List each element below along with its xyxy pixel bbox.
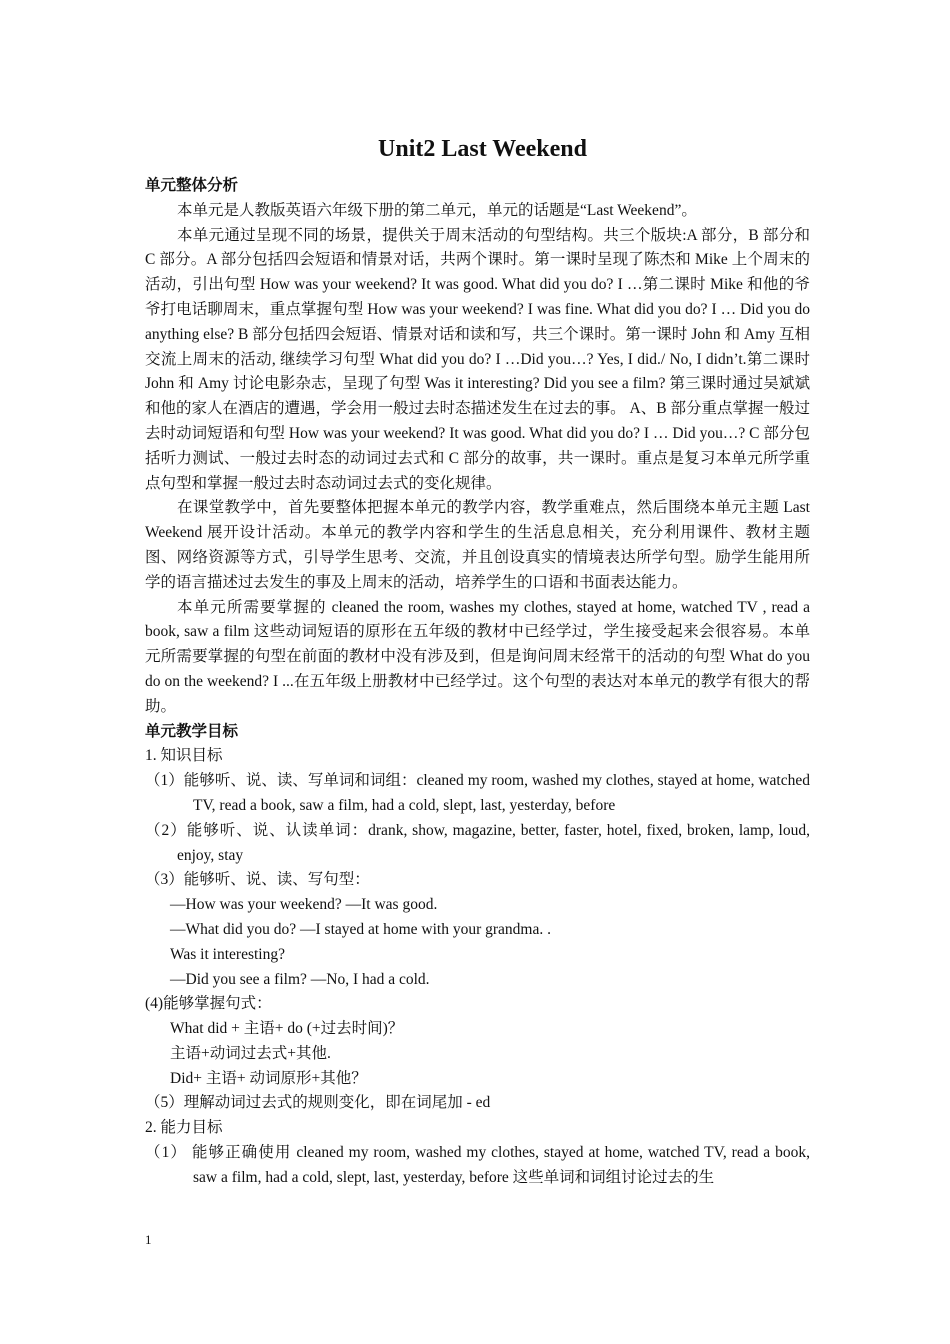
objective-item: （1）能够听、说、读、写单词和词组：cleaned my room, washed my clothes, stayed at home, watched TV, read a book, saw a film, had a cold, slept, last, yesterday, before	[145, 772, 810, 814]
paragraph: 在课堂教学中，首先要整体把握本单元的教学内容，教学重难点，然后围绕本单元主题 Last Weekend 展开设计活动。本单元的教学内容和学生的生活息息相关，充分利用课件、教材主题图、网络资源等方式，引导学生思考、交流，并且创设真实的情境表达所学句型。励学生能用所学的语言描述过去发生的事及上周末的活动，培养学生的口语和书面表达能力。	[145, 499, 810, 591]
sentence-pattern: 主语+动词过去式+其他.	[170, 1044, 331, 1062]
dialogue-line: —Did you see a film? —No, I had a cold.	[170, 970, 430, 988]
paragraph: 本单元所需要掌握的 cleaned the room, washes my clothes, stayed at home, watched TV , read a book, saw a film 这些动词短语的原形在五年级的教材中已经学过，学生接受起来会很容易。本单元所需要掌握的句型在前面的教材中没有涉及到，但是询问周末经常干的活动的句型 What do you do on the weekend? I ...在五年级上册教材中已经学过。这个句型的表达对本单元的教学有很大的帮助。	[145, 598, 810, 715]
ability-objectives-label: 2. 能力目标	[145, 1119, 223, 1137]
section-heading-analysis: 单元整体分析	[145, 177, 239, 194]
objective-item: （1） 能够正确使用 cleaned my room, washed my clothes, stayed at home, watched TV, read a book, saw a film, had a cold, slept, last, yesterday, before 这些单词和词组讨论过去的生	[145, 1144, 810, 1186]
paragraph: 本单元通过呈现不同的场景，提供关于周末活动的句型结构。共三个版块:A 部分，B 部分和 C 部分。A 部分包括四会短语和情景对话，共两个课时。第一课时呈现了陈杰和 Mike 上个周末的活动，引出句型 How was your weekend? It was good. What did you do? I …第二课时 Mike 和他的爷爷打电话聊周末，重点掌握句型 How was your weekend? I was fine. What did you do? I … Did you do anything else? B 部分包括四会短语、情景对话和读和写，共三个课时。第一课时 John 和 Amy 互相交流上周末的活动, 继续学习句型 What did you do? I …Did you…? Yes, I did./ No, I didn’t.第二课时 John 和 Amy 讨论电影杂志，呈现了句型 Was it interesting? Did you see a film? 第三课时通过吴斌斌和他的家人在酒店的遭遇，学会用一般过去时态描述发生在过去的事。 A、B 部分重点掌握一般过去时动词短语和句型 How was your weekend? It was good. What did you do? I … Did you…? C 部分包括听力测试、一般过去时态的动词过去式和 C 部分的故事，共一课时。重点是复习本单元所学重点句型和掌握一般过去时态动词过去式的变化规律。	[145, 226, 810, 492]
knowledge-objectives-label: 1. 知识目标	[145, 747, 223, 765]
objective-item: （2）能够听、说、认读单词：drank, show, magazine, better, faster, hotel, fixed, broken, lamp, loud, enjoy, stay	[145, 821, 810, 864]
section-heading-objectives: 单元教学目标	[145, 722, 239, 740]
document-title: Unit2 Last Weekend	[378, 136, 587, 162]
dialogue-line: —How was your weekend? —It was good.	[170, 896, 438, 914]
page-content	[145, 132, 810, 1191]
objective-item: （3）能够听、说、读、写句型：	[145, 871, 370, 889]
objective-item: (4)能够掌握句式：	[145, 995, 272, 1013]
page-number: 1	[145, 1232, 152, 1247]
objective-item: （5）理解动词过去式的规则变化，即在词尾加 - ed	[145, 1094, 491, 1112]
paragraph: 本单元是人教版英语六年级下册的第二单元，单元的话题是“Last Weekend”。	[177, 201, 697, 219]
sentence-pattern: What did + 主语+ do (+过去时间)？	[170, 1020, 404, 1038]
dialogue-line: —What did you do? —I stayed at home with your grandma. .	[170, 920, 551, 938]
dialogue-line: Was it interesting?	[170, 945, 285, 963]
sentence-pattern: Did+ 主语+ 动词原形+其他？	[170, 1069, 367, 1087]
